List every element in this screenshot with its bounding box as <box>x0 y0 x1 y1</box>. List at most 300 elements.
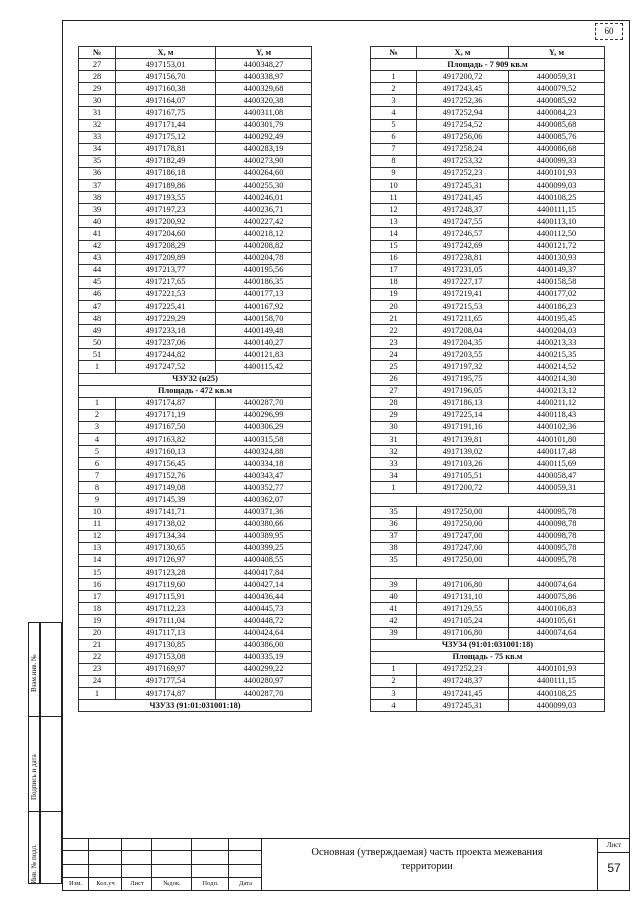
y-coordinate-cell: 4400186,23 <box>509 300 605 312</box>
x-coordinate-cell: 4917138,02 <box>116 518 216 530</box>
x-coordinate-cell: 4917244,82 <box>116 349 216 361</box>
point-number-cell: 51 <box>79 349 116 361</box>
revision-grid-cell <box>152 838 192 851</box>
point-number-cell: 1 <box>371 482 417 494</box>
y-coordinate-cell: 4400195,56 <box>216 264 312 276</box>
y-coordinate-cell: 4400111,15 <box>509 204 605 216</box>
point-number-cell: 34 <box>371 470 417 482</box>
x-coordinate-cell: 4917141,71 <box>116 506 216 518</box>
x-coordinate-cell: 4917160,13 <box>116 446 216 458</box>
table-row <box>371 434 605 446</box>
x-coordinate-cell: 4917242,69 <box>417 240 509 252</box>
x-coordinate-cell: 4917225,41 <box>116 300 216 312</box>
x-coordinate-cell: 4917196,05 <box>417 385 509 397</box>
x-coordinate-cell: 4917250,00 <box>417 554 509 566</box>
point-number-cell: 21 <box>371 313 417 325</box>
table-row <box>371 288 605 300</box>
section-heading: Площадь - 75 кв.м <box>371 651 605 663</box>
table-row <box>79 675 312 687</box>
x-coordinate-cell: 4917178,81 <box>116 143 216 155</box>
table-row <box>79 288 312 300</box>
table-row <box>371 675 605 687</box>
table-row <box>371 300 605 312</box>
point-number-cell: 35 <box>371 554 417 566</box>
x-coordinate-cell: 4917229,29 <box>116 313 216 325</box>
y-coordinate-cell: 4400108,25 <box>509 192 605 204</box>
y-coordinate-cell: 4400408,55 <box>216 554 312 566</box>
point-number-cell: 45 <box>79 276 116 288</box>
point-number-cell: 6 <box>79 458 116 470</box>
table-row <box>371 313 605 325</box>
point-number-cell: 33 <box>371 458 417 470</box>
x-coordinate-cell: 4917211,65 <box>417 313 509 325</box>
x-coordinate-cell: 4917254,52 <box>417 119 509 131</box>
table-row <box>371 167 605 179</box>
x-coordinate-cell: 4917139,02 <box>417 446 509 458</box>
table-row <box>79 216 312 228</box>
revision-grid-cell <box>192 865 229 878</box>
point-number-cell: 12 <box>371 204 417 216</box>
y-coordinate-cell: 4400301,79 <box>216 119 312 131</box>
y-coordinate-cell: 4400208,82 <box>216 240 312 252</box>
table-row <box>79 494 312 506</box>
table-row <box>79 180 312 192</box>
point-number-cell: 29 <box>79 83 116 95</box>
x-coordinate-cell: 4917177,54 <box>116 675 216 687</box>
table-row <box>79 603 312 615</box>
y-coordinate-cell: 4400149,48 <box>216 325 312 337</box>
table-row <box>79 228 312 240</box>
point-number-cell: 1 <box>371 663 417 675</box>
x-coordinate-cell: 4917164,07 <box>116 95 216 107</box>
table-row <box>371 542 605 554</box>
table-row <box>79 506 312 518</box>
x-coordinate-cell: 4917149,08 <box>116 482 216 494</box>
y-coordinate-cell: 4400424,64 <box>216 627 312 639</box>
section-heading: Площадь - 472 кв.м <box>79 385 312 397</box>
x-coordinate-cell: 4917139,81 <box>417 434 509 446</box>
table-row <box>79 446 312 458</box>
header-data: Дата <box>239 880 252 887</box>
y-coordinate-cell: 4400352,77 <box>216 482 312 494</box>
table-row <box>371 518 605 530</box>
table-row <box>79 542 312 554</box>
table-row <box>79 325 312 337</box>
point-number-cell: 17 <box>79 591 116 603</box>
point-number-cell: 28 <box>371 397 417 409</box>
section-heading: ЧЗУ33 (91:01:031001:18) <box>79 700 312 712</box>
y-coordinate-cell: 4400399,25 <box>216 542 312 554</box>
y-coordinate-cell: 4400177,13 <box>216 288 312 300</box>
x-coordinate-cell: 4917112,23 <box>116 603 216 615</box>
x-coordinate-cell: 4917200,72 <box>417 482 509 494</box>
x-coordinate-cell: 4917130,85 <box>116 639 216 651</box>
table-row <box>371 240 605 252</box>
y-coordinate-cell: 4400436,44 <box>216 591 312 603</box>
table-row <box>79 663 312 675</box>
table-row <box>371 349 605 361</box>
x-coordinate-cell: 4917258,24 <box>417 143 509 155</box>
point-number-cell: 23 <box>79 663 116 675</box>
table-row <box>371 687 605 699</box>
table-row <box>371 119 605 131</box>
y-coordinate-cell: 4400074,64 <box>509 579 605 591</box>
table-row <box>79 192 312 204</box>
y-coordinate-cell: 4400417,84 <box>216 567 312 579</box>
point-number-cell: 12 <box>79 530 116 542</box>
revision-grid-cell <box>89 838 122 851</box>
revision-grid-cell <box>229 838 262 851</box>
x-coordinate-cell: 4917245,31 <box>417 180 509 192</box>
table-row <box>79 579 312 591</box>
table-header-row <box>79 47 312 59</box>
y-coordinate-cell: 4400099,33 <box>509 155 605 167</box>
y-coordinate-cell: 4400101,93 <box>509 167 605 179</box>
table-row <box>79 687 312 699</box>
table-row <box>371 276 605 288</box>
side-label-signature: Подпись и дата <box>30 754 38 800</box>
x-coordinate-cell: 4917117,13 <box>116 627 216 639</box>
section-heading: ЧЗУ34 (91:01:031001:18) <box>371 639 605 651</box>
x-coordinate-cell: 4917250,00 <box>417 518 509 530</box>
point-number-cell: 22 <box>79 651 116 663</box>
y-coordinate-cell: 4400098,78 <box>509 530 605 542</box>
revision-grid-cell <box>122 838 152 851</box>
x-coordinate-cell: 4917153,01 <box>116 59 216 71</box>
point-number-cell: 38 <box>79 192 116 204</box>
table-row <box>371 397 605 409</box>
y-coordinate-cell: 4400213,33 <box>509 337 605 349</box>
title-block-top-rule <box>262 838 630 839</box>
table-row <box>79 518 312 530</box>
point-number-cell: 4 <box>79 434 116 446</box>
table-row <box>371 325 605 337</box>
y-coordinate-cell: 4400121,72 <box>509 240 605 252</box>
point-number-cell: 9 <box>79 494 116 506</box>
table-row <box>79 349 312 361</box>
x-coordinate-cell: 4917204,35 <box>417 337 509 349</box>
section-heading-row <box>371 639 605 651</box>
table-row <box>79 627 312 639</box>
section-heading-row <box>79 385 312 397</box>
revision-grid-cell <box>122 865 152 878</box>
y-coordinate-cell: 4400158,70 <box>216 313 312 325</box>
revision-headers <box>62 878 262 891</box>
x-coordinate-cell: 4917129,55 <box>417 603 509 615</box>
table-row <box>371 458 605 470</box>
x-coordinate-cell: 4917209,89 <box>116 252 216 264</box>
table-row <box>79 143 312 155</box>
x-coordinate-cell: 4917225,14 <box>417 409 509 421</box>
point-number-cell: 5 <box>371 119 417 131</box>
y-coordinate-cell: 4400167,92 <box>216 300 312 312</box>
y-coordinate-cell: 4400158,58 <box>509 276 605 288</box>
section-heading: Площадь - 7 909 кв.м <box>371 59 605 71</box>
x-coordinate-cell: 4917130,65 <box>116 542 216 554</box>
table-row <box>79 83 312 95</box>
table-row <box>371 663 605 675</box>
table-row <box>371 603 605 615</box>
table-row <box>371 700 605 712</box>
y-coordinate-cell: 4400335,19 <box>216 651 312 663</box>
point-number-cell: 10 <box>79 506 116 518</box>
x-coordinate-cell: 4917200,92 <box>116 216 216 228</box>
point-number-cell: 1 <box>79 397 116 409</box>
table-row <box>371 83 605 95</box>
table-row <box>79 204 312 216</box>
x-coordinate-cell: 4917227,17 <box>417 276 509 288</box>
y-coordinate-cell: 4400329,68 <box>216 83 312 95</box>
table-row <box>371 373 605 385</box>
y-coordinate-cell: 4400204,03 <box>509 325 605 337</box>
y-coordinate-cell: 4400121,83 <box>216 349 312 361</box>
x-coordinate-cell: 4917200,72 <box>417 71 509 83</box>
point-number-cell: 33 <box>79 131 116 143</box>
y-coordinate-cell: 4400280,97 <box>216 675 312 687</box>
x-coordinate-cell: 4917221,53 <box>116 288 216 300</box>
column-header-y: Y, м <box>509 47 605 59</box>
x-coordinate-cell: 4917152,76 <box>116 470 216 482</box>
coordinates-table-right <box>370 46 605 712</box>
x-coordinate-cell: 4917252,23 <box>417 663 509 675</box>
point-number-cell: 18 <box>371 276 417 288</box>
point-number-cell: 24 <box>371 349 417 361</box>
y-coordinate-cell: 4400306,29 <box>216 421 312 433</box>
x-coordinate-cell: 4917197,32 <box>417 361 509 373</box>
y-coordinate-cell: 4400213,12 <box>509 385 605 397</box>
y-coordinate-cell: 4400101,80 <box>509 434 605 446</box>
point-number-cell: 14 <box>79 554 116 566</box>
x-coordinate-cell: 4917174,87 <box>116 687 216 699</box>
point-number-cell: 34 <box>79 143 116 155</box>
point-number-cell: 37 <box>79 180 116 192</box>
y-coordinate-cell: 4400320,38 <box>216 95 312 107</box>
point-number-cell: 39 <box>371 579 417 591</box>
y-coordinate-cell: 4400296,99 <box>216 409 312 421</box>
point-number-cell: 48 <box>79 313 116 325</box>
x-coordinate-cell: 4917204,60 <box>116 228 216 240</box>
point-number-cell: 32 <box>79 119 116 131</box>
table-row <box>371 155 605 167</box>
y-coordinate-cell: 4400108,25 <box>509 687 605 699</box>
x-coordinate-cell: 4917193,55 <box>116 192 216 204</box>
y-coordinate-cell: 4400079,52 <box>509 83 605 95</box>
point-number-cell: 43 <box>79 252 116 264</box>
table-row <box>79 119 312 131</box>
x-coordinate-cell: 4917215,53 <box>417 300 509 312</box>
point-number-cell: 20 <box>79 627 116 639</box>
point-number-cell: 3 <box>371 95 417 107</box>
y-coordinate-cell: 4400214,52 <box>509 361 605 373</box>
table-row <box>371 470 605 482</box>
x-coordinate-cell: 4917208,04 <box>417 325 509 337</box>
table-row <box>79 107 312 119</box>
y-coordinate-cell: 4400084,23 <box>509 107 605 119</box>
point-number-cell: 13 <box>79 542 116 554</box>
table-row <box>371 143 605 155</box>
y-coordinate-cell: 4400204,78 <box>216 252 312 264</box>
document-title <box>272 846 582 874</box>
y-coordinate-cell: 4400211,12 <box>509 397 605 409</box>
revision-grid-cell <box>62 865 89 878</box>
x-coordinate-cell: 4917175,12 <box>116 131 216 143</box>
point-number-cell: 4 <box>371 700 417 712</box>
y-coordinate-cell: 4400292,49 <box>216 131 312 143</box>
table-row <box>371 71 605 83</box>
point-number-cell: 27 <box>371 385 417 397</box>
sheet-box <box>597 838 630 891</box>
table-row <box>371 506 605 518</box>
x-coordinate-cell: 4917241,45 <box>417 192 509 204</box>
header-izm: Изм. <box>69 880 82 887</box>
x-coordinate-cell: 4917123,28 <box>116 567 216 579</box>
x-coordinate-cell: 4917248,37 <box>417 675 509 687</box>
point-number-cell: 2 <box>371 83 417 95</box>
y-coordinate-cell: 4400324,88 <box>216 446 312 458</box>
point-number-cell: 15 <box>79 567 116 579</box>
y-coordinate-cell: 4400273,90 <box>216 155 312 167</box>
point-number-cell: 41 <box>371 603 417 615</box>
point-number-cell: 30 <box>371 421 417 433</box>
y-coordinate-cell: 4400106,83 <box>509 603 605 615</box>
y-coordinate-cell: 4400085,76 <box>509 131 605 143</box>
table-row <box>371 252 605 264</box>
y-coordinate-cell: 4400186,35 <box>216 276 312 288</box>
point-number-cell: 7 <box>371 143 417 155</box>
x-coordinate-cell: 4917241,45 <box>417 687 509 699</box>
x-coordinate-cell: 4917105,24 <box>417 615 509 627</box>
x-coordinate-cell: 4917105,51 <box>417 470 509 482</box>
x-coordinate-cell: 4917106,80 <box>417 627 509 639</box>
table-row <box>371 131 605 143</box>
y-coordinate-cell: 4400236,71 <box>216 204 312 216</box>
header-list: Лист <box>130 880 144 887</box>
point-number-cell: 20 <box>371 300 417 312</box>
y-coordinate-cell: 4400218,12 <box>216 228 312 240</box>
y-coordinate-cell: 4400074,64 <box>509 627 605 639</box>
y-coordinate-cell: 4400113,10 <box>509 216 605 228</box>
point-number-cell: 11 <box>371 192 417 204</box>
y-coordinate-cell: 4400115,69 <box>509 458 605 470</box>
column-header-x: X, м <box>116 47 216 59</box>
point-number-cell: 4 <box>371 107 417 119</box>
point-number-cell: 40 <box>371 591 417 603</box>
table-row <box>371 579 605 591</box>
y-coordinate-cell: 4400059,31 <box>509 482 605 494</box>
point-number-cell: 44 <box>79 264 116 276</box>
x-coordinate-cell: 4917247,00 <box>417 542 509 554</box>
y-coordinate-cell: 4400315,58 <box>216 434 312 446</box>
y-coordinate-cell: 4400118,43 <box>509 409 605 421</box>
table-row <box>371 264 605 276</box>
table-row <box>79 95 312 107</box>
table-row <box>371 228 605 240</box>
table-row <box>79 264 312 276</box>
table-row <box>371 216 605 228</box>
header-ndok: №док. <box>163 880 181 887</box>
y-coordinate-cell: 4400299,22 <box>216 663 312 675</box>
x-coordinate-cell: 4917182,49 <box>116 155 216 167</box>
x-coordinate-cell: 4917252,94 <box>417 107 509 119</box>
point-number-cell: 3 <box>79 421 116 433</box>
blank-cell <box>371 494 605 506</box>
point-number-cell: 37 <box>371 530 417 542</box>
table-row <box>79 554 312 566</box>
section-heading: ЧЗУ32 (н25) <box>79 373 312 385</box>
x-coordinate-cell: 4917189,86 <box>116 180 216 192</box>
y-coordinate-cell: 4400283,19 <box>216 143 312 155</box>
section-heading-row <box>371 59 605 71</box>
x-coordinate-cell: 4917203,55 <box>417 349 509 361</box>
point-number-cell: 31 <box>371 434 417 446</box>
y-coordinate-cell: 4400095,78 <box>509 542 605 554</box>
revision-grid-cell <box>122 851 152 865</box>
y-coordinate-cell: 4400214,30 <box>509 373 605 385</box>
table-row <box>79 300 312 312</box>
point-number-cell: 9 <box>371 167 417 179</box>
point-number-cell: 28 <box>79 71 116 83</box>
title-block <box>62 838 630 891</box>
point-number-cell: 16 <box>371 252 417 264</box>
sheet-label: Лист <box>598 838 630 853</box>
x-coordinate-cell: 4917208,29 <box>116 240 216 252</box>
table-row <box>371 180 605 192</box>
table-row <box>79 530 312 542</box>
side-stamp <box>28 622 62 884</box>
y-coordinate-cell: 4400264,60 <box>216 167 312 179</box>
point-number-cell: 42 <box>79 240 116 252</box>
table-row <box>79 470 312 482</box>
point-number-cell: 1 <box>371 71 417 83</box>
point-number-cell: 3 <box>371 687 417 699</box>
point-number-cell: 8 <box>371 155 417 167</box>
table-row <box>79 639 312 651</box>
point-number-cell: 6 <box>371 131 417 143</box>
point-number-cell: 31 <box>79 107 116 119</box>
table-row <box>371 627 605 639</box>
y-coordinate-cell: 4400111,15 <box>509 675 605 687</box>
point-number-cell: 32 <box>371 446 417 458</box>
point-number-cell: 13 <box>371 216 417 228</box>
side-label-replace: Взам.инв. № <box>30 654 38 692</box>
revision-grid-cell <box>62 838 89 851</box>
table-row <box>79 155 312 167</box>
y-coordinate-cell: 4400102,36 <box>509 421 605 433</box>
x-coordinate-cell: 4917119,60 <box>116 579 216 591</box>
point-number-cell: 46 <box>79 288 116 300</box>
y-coordinate-cell: 4400105,61 <box>509 615 605 627</box>
point-number-cell: 10 <box>371 180 417 192</box>
y-coordinate-cell: 4400101,93 <box>509 663 605 675</box>
revision-grid-cell <box>229 865 262 878</box>
y-coordinate-cell: 4400287,70 <box>216 687 312 699</box>
revision-grid-cell <box>229 851 262 865</box>
x-coordinate-cell: 4917163,82 <box>116 434 216 446</box>
y-coordinate-cell: 4400215,35 <box>509 349 605 361</box>
y-coordinate-cell: 4400095,78 <box>509 554 605 566</box>
table-row <box>79 71 312 83</box>
x-coordinate-cell: 4917145,39 <box>116 494 216 506</box>
x-coordinate-cell: 4917167,50 <box>116 421 216 433</box>
table-row <box>79 252 312 264</box>
header-kol-uch: Кол.уч <box>96 880 115 887</box>
point-number-cell: 30 <box>79 95 116 107</box>
column-header-y: Y, м <box>216 47 312 59</box>
point-number-cell: 26 <box>371 373 417 385</box>
point-number-cell: 16 <box>79 579 116 591</box>
table-row <box>79 409 312 421</box>
header-podp: Подп. <box>202 880 219 887</box>
